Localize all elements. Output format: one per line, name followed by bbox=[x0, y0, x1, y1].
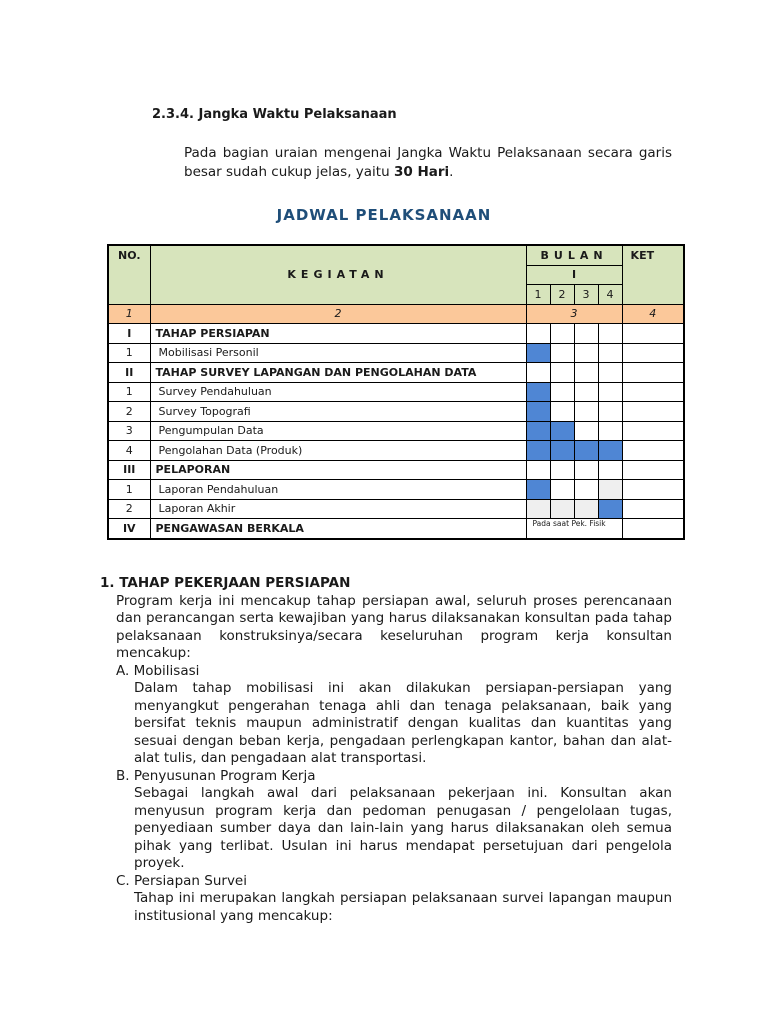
week-cell bbox=[550, 324, 574, 344]
intro-text: Pada bagian uraian mengenai Jangka Waktu Pelaksanaan secara garis besar sudah cukup jelas, yaitu bbox=[184, 145, 672, 180]
section-heading: 2.3.4. Jangka Waktu Pelaksanaan bbox=[152, 107, 397, 122]
item-title: C. Persiapan Survei bbox=[116, 872, 247, 889]
week-cell bbox=[550, 402, 574, 422]
week-cell bbox=[574, 402, 598, 422]
row-number: II bbox=[108, 363, 150, 383]
body-heading: 1. TAHAP PEKERJAAN PERSIAPAN bbox=[100, 575, 351, 591]
week-cell-active bbox=[526, 441, 550, 461]
header-month: I bbox=[526, 265, 622, 285]
week-cell bbox=[550, 499, 574, 519]
col-number: 1 bbox=[108, 304, 150, 324]
week-cell bbox=[550, 480, 574, 500]
row-number: IV bbox=[108, 519, 150, 539]
body-intro: Program kerja ini mencakup tahap persiapan awal, seluruh proses perencanaan dan perancangan serta kewajiban yang harus dilaksanakan konsultan pada tahap pelaksanaan konstruksinya/secara keseluruhan program kerja konsultan mencakup: bbox=[116, 592, 672, 661]
week-cell bbox=[574, 324, 598, 344]
col-number: 2 bbox=[150, 304, 526, 324]
week-cell bbox=[598, 460, 622, 480]
activity-label: Pengolahan Data (Produk) bbox=[150, 441, 526, 461]
schedule-note: Pada saat Pek. Fisik bbox=[526, 519, 622, 539]
row-number: III bbox=[108, 460, 150, 480]
ket-cell bbox=[622, 343, 684, 363]
item-text: Tahap ini merupakan langkah persiapan pelaksanaan survei lapangan maupun institusional yang mencakup: bbox=[134, 890, 672, 924]
week-cell bbox=[598, 402, 622, 422]
row-number: 4 bbox=[108, 441, 150, 461]
item-title: B. Penyusunan Program Kerja bbox=[116, 767, 316, 784]
item-text: Dalam tahap mobilisasi ini akan dilakukan persiapan-persiapan yang menyangkut pengerahan tenaga ahli dan tenaga pelaksanaan, baik yang bersifat teknis maupun administratif dengan kualitas dan kuantitas yang sesuai dengan beban kerja, pengadaan perlengkapan kantor, bahan dan alat-alat tulis, dan pengadaan alat transportasi. bbox=[134, 680, 672, 766]
ket-cell bbox=[622, 382, 684, 402]
schedule-table bbox=[107, 244, 685, 540]
activity-label: Survey Topografi bbox=[150, 402, 526, 422]
item-title: A. Mobilisasi bbox=[116, 662, 200, 679]
ket-cell bbox=[622, 460, 684, 480]
row-number: 2 bbox=[108, 499, 150, 519]
activity-label: Laporan Akhir bbox=[150, 499, 526, 519]
week-cell-active bbox=[526, 343, 550, 363]
week-cell bbox=[598, 421, 622, 441]
schedule-row bbox=[108, 499, 684, 519]
week-cell bbox=[550, 343, 574, 363]
week-cell-active bbox=[526, 382, 550, 402]
col-number: 4 bbox=[622, 304, 684, 324]
ket-cell bbox=[622, 402, 684, 422]
week-cell bbox=[574, 382, 598, 402]
ket-cell bbox=[622, 480, 684, 500]
header-week: 4 bbox=[598, 285, 622, 305]
activity-label: Mobilisasi Personil bbox=[150, 343, 526, 363]
schedule-row bbox=[108, 460, 684, 480]
activity-label: PELAPORAN bbox=[150, 460, 526, 480]
ket-cell bbox=[622, 441, 684, 461]
week-cell bbox=[574, 460, 598, 480]
week-cell bbox=[598, 363, 622, 383]
row-number: I bbox=[108, 324, 150, 344]
week-cell bbox=[550, 382, 574, 402]
schedule-row bbox=[108, 363, 684, 383]
row-number: 1 bbox=[108, 343, 150, 363]
activity-label: TAHAP SURVEY LAPANGAN DAN PENGOLAHAN DATA bbox=[150, 363, 526, 383]
row-number: 2 bbox=[108, 402, 150, 422]
week-cell bbox=[574, 421, 598, 441]
intro-paragraph bbox=[184, 144, 672, 182]
ket-cell bbox=[622, 421, 684, 441]
header-no: NO. bbox=[108, 245, 150, 304]
week-cell bbox=[598, 324, 622, 344]
col-number: 3 bbox=[526, 304, 622, 324]
week-cell bbox=[574, 499, 598, 519]
row-number: 3 bbox=[108, 421, 150, 441]
ket-cell bbox=[622, 324, 684, 344]
week-cell-active bbox=[598, 441, 622, 461]
week-cell bbox=[550, 363, 574, 383]
week-cell-active bbox=[598, 499, 622, 519]
week-cell bbox=[526, 499, 550, 519]
week-cell bbox=[574, 363, 598, 383]
item-text: Sebagai langkah awal dari pelaksanaan pekerjaan ini. Konsultan akan menyusun program kerja dan pedoman penugasan / pengelolaan tugas, penyediaan sumber daya dan lain-lain yang harus dilaksanakan oleh semua pihak yang terlibat. Usulan ini harus mendapat persetujuan dari pengelola proyek. bbox=[134, 785, 672, 871]
week-cell bbox=[526, 324, 550, 344]
header-week: 1 bbox=[526, 285, 550, 305]
intro-end: . bbox=[449, 164, 454, 180]
week-cell bbox=[526, 460, 550, 480]
week-cell-active bbox=[550, 421, 574, 441]
ket-cell bbox=[622, 499, 684, 519]
week-cell-active bbox=[526, 480, 550, 500]
week-cell bbox=[574, 480, 598, 500]
schedule-row bbox=[108, 382, 684, 402]
activity-label: Survey Pendahuluan bbox=[150, 382, 526, 402]
row-number: 1 bbox=[108, 480, 150, 500]
week-cell bbox=[550, 460, 574, 480]
body-section bbox=[100, 575, 672, 925]
activity-label: TAHAP PERSIAPAN bbox=[150, 324, 526, 344]
schedule-row bbox=[108, 421, 684, 441]
schedule-title: JADWAL PELAKSANAAN bbox=[276, 206, 492, 224]
schedule-row bbox=[108, 324, 684, 344]
schedule-row bbox=[108, 480, 684, 500]
schedule-row bbox=[108, 441, 684, 461]
activity-label: Pengumpulan Data bbox=[150, 421, 526, 441]
week-cell bbox=[526, 363, 550, 383]
week-cell-active bbox=[526, 402, 550, 422]
week-cell bbox=[598, 343, 622, 363]
duration-value: 30 Hari bbox=[393, 164, 450, 180]
row-number: 1 bbox=[108, 382, 150, 402]
ket-cell bbox=[622, 363, 684, 383]
activity-label: PENGAWASAN BERKALA bbox=[150, 519, 526, 539]
schedule-row bbox=[108, 519, 684, 539]
activity-label: Laporan Pendahuluan bbox=[150, 480, 526, 500]
header-kegiatan: KEGIATAN bbox=[150, 245, 526, 304]
header-bulan: BULAN bbox=[526, 245, 622, 265]
week-cell-active bbox=[526, 421, 550, 441]
schedule-row bbox=[108, 402, 684, 422]
week-cell bbox=[598, 480, 622, 500]
header-ket: KET bbox=[622, 245, 684, 304]
week-cell-active bbox=[574, 441, 598, 461]
week-cell bbox=[574, 343, 598, 363]
ket-cell bbox=[622, 519, 684, 539]
week-cell bbox=[598, 382, 622, 402]
week-cell-active bbox=[550, 441, 574, 461]
schedule-row bbox=[108, 343, 684, 363]
header-week: 3 bbox=[574, 285, 598, 305]
header-week: 2 bbox=[550, 285, 574, 305]
